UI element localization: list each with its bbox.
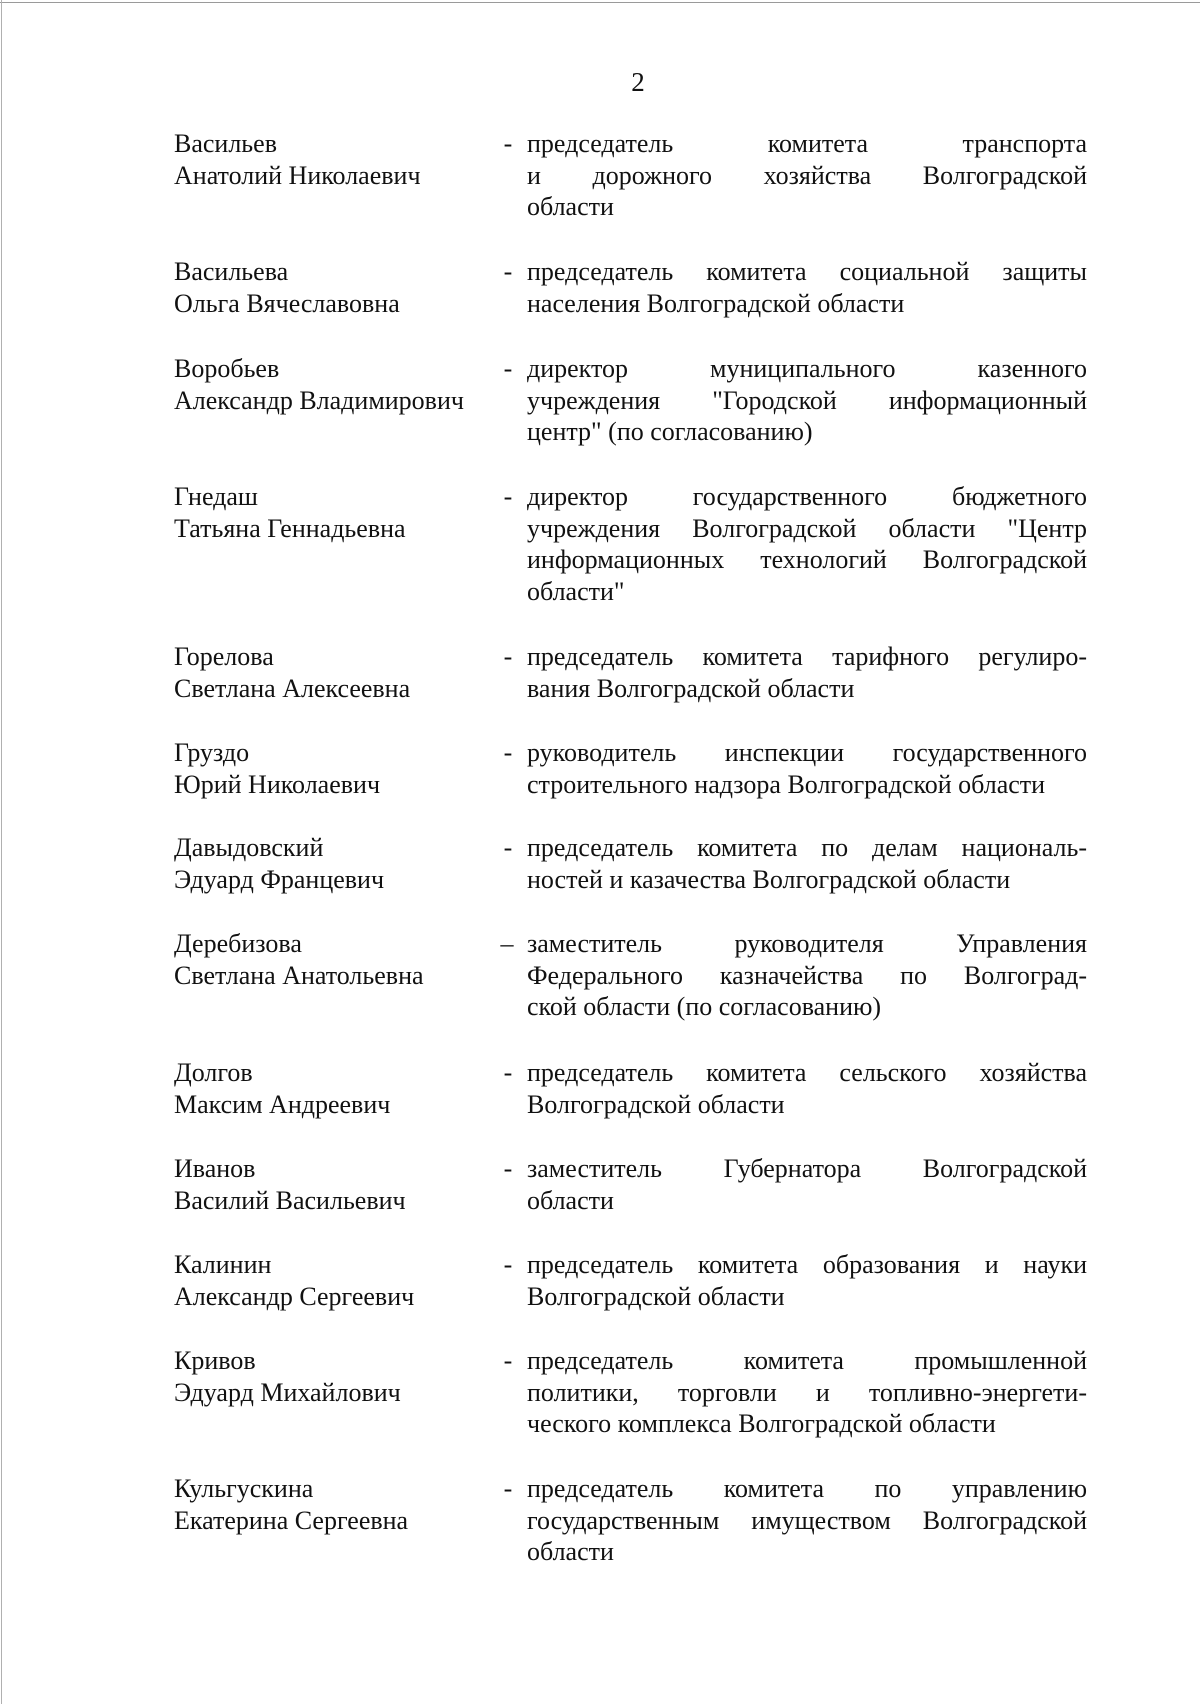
position-line: и дорожного хозяйства Волгоградской <box>527 160 1087 190</box>
member-name <box>174 832 494 895</box>
scan-top-edge <box>0 2 1200 3</box>
member-name <box>174 641 494 704</box>
member-position <box>527 1473 1087 1568</box>
member-position <box>527 1057 1087 1120</box>
member-name <box>174 481 494 544</box>
position-line: председатель комитета социальной защиты <box>527 257 1087 286</box>
separator-dash: - <box>503 257 513 286</box>
member-position <box>527 1153 1087 1216</box>
position-line: вания Волгоградской области <box>527 673 855 703</box>
member-given-name: Александр Владимирович <box>174 385 464 415</box>
member-surname: Калинин <box>174 1250 272 1279</box>
member-surname: Груздо <box>174 738 250 767</box>
position-line: заместитель Губернатора Волгоградской <box>527 1154 1087 1183</box>
position-line: населения Волгоградской области <box>527 288 905 318</box>
position-line: области <box>527 192 614 221</box>
position-line: области <box>527 1537 614 1566</box>
member-given-name: Татьяна Геннадьевна <box>174 513 406 543</box>
separator-dash: - <box>503 1346 513 1375</box>
member-name <box>174 353 494 416</box>
member-position <box>527 353 1087 448</box>
member-surname: Воробьев <box>174 354 280 383</box>
separator-dash: - <box>503 642 513 671</box>
position-line: области" <box>527 576 625 606</box>
member-given-name: Ольга Вячеславовна <box>174 288 400 318</box>
member-name <box>174 256 494 319</box>
position-line: ской области (по согласованию) <box>527 992 882 1021</box>
page-number: 2 <box>631 67 645 97</box>
member-surname: Иванов <box>174 1154 256 1183</box>
position-line: строительного надзора Волгоградской области <box>527 769 1046 799</box>
member-name <box>174 128 494 191</box>
position-line: ностей и казачества Волгоградской области <box>527 864 1011 894</box>
position-line: председатель комитета по делам националь- <box>527 833 1087 862</box>
position-line: учреждения "Городской информационный <box>527 385 1087 415</box>
position-line: государственным имуществом Волгоградской <box>527 1505 1087 1535</box>
member-surname: Васильева <box>174 257 289 286</box>
member-name <box>174 1473 494 1536</box>
position-line: руководитель инспекции государственного <box>527 738 1087 767</box>
member-position <box>527 481 1087 607</box>
member-name <box>174 928 494 991</box>
member-name <box>174 1345 494 1408</box>
member-position <box>527 737 1087 800</box>
member-position <box>527 1249 1087 1312</box>
member-surname: Долгов <box>174 1058 253 1087</box>
position-line: председатель комитета тарифного регулиро- <box>527 642 1087 671</box>
position-line: учреждения Волгоградской области "Центр <box>527 513 1087 543</box>
member-surname: Васильев <box>174 129 277 158</box>
member-position <box>527 641 1087 704</box>
member-given-name: Эдуард Михайлович <box>174 1377 401 1407</box>
position-line: Волгоградской области <box>527 1281 785 1311</box>
member-given-name: Александр Сергеевич <box>174 1281 415 1311</box>
separator-dash: - <box>503 1058 513 1087</box>
member-position <box>527 928 1087 1023</box>
position-line: политики, торговли и топливно-энергети- <box>527 1377 1087 1407</box>
member-name <box>174 1153 494 1216</box>
position-line: области <box>527 1185 614 1215</box>
member-surname: Кульгускина <box>174 1474 314 1503</box>
member-surname: Гнедаш <box>174 482 258 511</box>
member-name <box>174 737 494 800</box>
scan-left-edge <box>1 0 2 1704</box>
position-line: председатель комитета по управлению <box>527 1474 1087 1503</box>
separator-dash: - <box>503 354 513 383</box>
separator-dash: - <box>503 738 513 767</box>
separator-dash: - <box>503 1474 513 1503</box>
position-line: ческого комплекса Волгоградской области <box>527 1409 996 1438</box>
member-name <box>174 1249 494 1312</box>
position-line: председатель комитета промышленной <box>527 1346 1087 1375</box>
position-line: директор муниципального казенного <box>527 354 1087 383</box>
separator-dash: - <box>503 482 513 511</box>
member-position <box>527 256 1087 319</box>
position-line: Волгоградской области <box>527 1089 785 1119</box>
member-position <box>527 128 1087 223</box>
member-given-name: Максим Андреевич <box>174 1089 391 1119</box>
member-given-name: Юрий Николаевич <box>174 769 381 799</box>
separator-dash: - <box>503 129 513 158</box>
position-line: информационных технологий Волгоградской <box>527 545 1087 574</box>
position-line: председатель комитета сельского хозяйства <box>527 1058 1087 1087</box>
member-given-name: Василий Васильевич <box>174 1185 406 1215</box>
separator-dash: - <box>503 833 513 862</box>
member-given-name: Анатолий Николаевич <box>174 160 421 190</box>
position-line: председатель комитета образования и науки <box>527 1250 1087 1279</box>
member-given-name: Екатерина Сергеевна <box>174 1505 409 1535</box>
member-given-name: Светлана Анатольевна <box>174 960 424 990</box>
member-position <box>527 832 1087 895</box>
separator-dash: - <box>503 1154 513 1183</box>
position-line: центр" (по согласованию) <box>527 417 813 446</box>
member-given-name: Светлана Алексеевна <box>174 673 411 703</box>
member-name <box>174 1057 494 1120</box>
member-surname: Давыдовский <box>174 833 324 862</box>
member-surname: Кривов <box>174 1346 256 1375</box>
member-surname: Деребизова <box>174 929 302 958</box>
position-line: Федерального казначейства по Волгоград- <box>527 960 1087 990</box>
member-position <box>527 1345 1087 1440</box>
separator-dash: – <box>500 929 514 958</box>
separator-dash: - <box>503 1250 513 1279</box>
member-given-name: Эдуард Францевич <box>174 864 385 894</box>
member-surname: Горелова <box>174 642 274 671</box>
position-line: заместитель руководителя Управления <box>527 929 1087 958</box>
position-line: председатель комитета транспорта <box>527 129 1087 158</box>
position-line: директор государственного бюджетного <box>527 482 1087 511</box>
